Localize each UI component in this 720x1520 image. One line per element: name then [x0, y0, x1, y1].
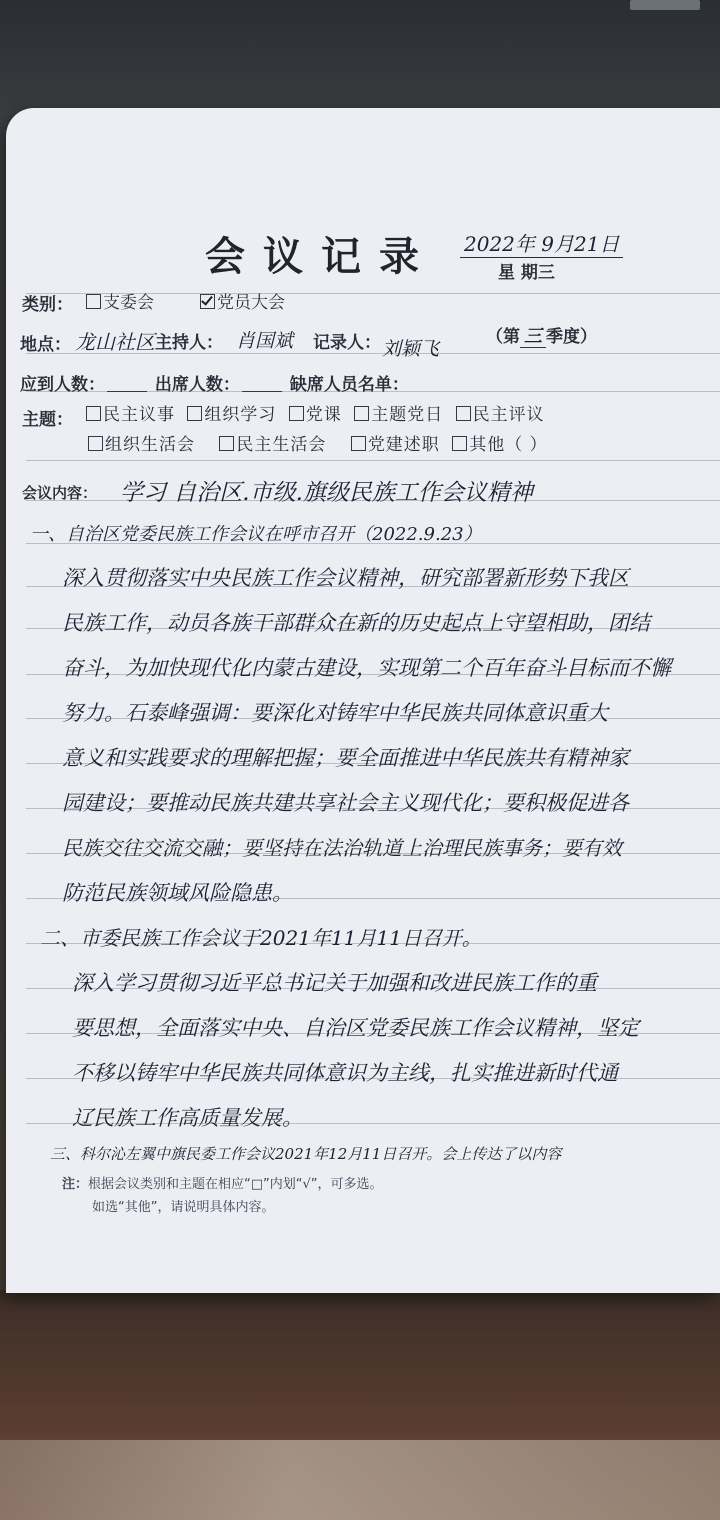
page-title: 会议记录: [205, 233, 437, 280]
weekday-value: 三: [537, 263, 555, 283]
topic-option[interactable]: 党建述职: [351, 435, 440, 455]
checkbox[interactable]: [187, 406, 202, 421]
content-line-12: 要思想，全面落实中央、自治区党委民族工作会议精神，坚定: [72, 1016, 639, 1040]
recorder-value: 刘颖飞: [382, 338, 440, 360]
footnote-text-1: 根据会议类别和主题在相应“□”内划“√”，可多选。: [88, 1177, 383, 1192]
category-option-branch[interactable]: [86, 288, 154, 313]
content-line-2: 深入贯彻落实中央民族工作会议精神，研究部署新形势下我区: [62, 566, 629, 590]
content-line-10: 二、市委民族工作会议于2021年11月11日召开。: [40, 926, 482, 950]
cloth: [0, 1440, 720, 1520]
content-line-14: 辽民族工作高质量发展。: [72, 1106, 303, 1130]
topic-option[interactable]: 民主议事: [86, 405, 175, 425]
present-label: 出席人数：: [154, 375, 240, 395]
topic-option[interactable]: 党课: [289, 405, 342, 425]
present-blank[interactable]: [242, 377, 282, 392]
host-label: 主持人：: [155, 333, 223, 353]
checkbox[interactable]: [86, 294, 101, 309]
content-line-5: 努力。石泰峰强调：要深化对铸牢中华民族共同体意识重大: [62, 701, 608, 725]
content-line-1: 一、自治区党委民族工作会议在呼市召开（2022.9.23）: [30, 524, 482, 545]
topic-options-row1: [86, 400, 545, 425]
content-line-8: 民族交往交流交融；要坚持在法治轨道上治理民族事务；要有效: [62, 836, 622, 860]
topic-option[interactable]: 民主评议: [456, 405, 545, 425]
quarter-prefix: （第: [486, 327, 520, 347]
topic-option[interactable]: 民主生活会: [219, 435, 326, 455]
quarter-suffix: 季度）: [546, 327, 597, 347]
topic-option[interactable]: 其他（ ）: [452, 435, 547, 455]
quarter-value: 三: [520, 326, 546, 348]
content-line-6: 意义和实践要求的理解把握；要全面推进中华民族共有精神家: [62, 746, 629, 770]
checkbox[interactable]: [354, 406, 369, 421]
option-label: 支委会: [103, 293, 154, 313]
footnote-line-1: [62, 1173, 383, 1192]
topic-label: 主题：: [22, 410, 73, 430]
weekday-label: 星 期: [498, 263, 538, 283]
footnote-line-2: 如选“其他”，请说明具体内容。: [92, 1200, 275, 1215]
checkbox[interactable]: [289, 406, 304, 421]
option-label: 党员大会: [217, 293, 285, 313]
ruled-line: [26, 460, 720, 461]
checkbox[interactable]: [219, 436, 234, 451]
background-top: [0, 0, 720, 110]
location-label: 地点：: [20, 335, 71, 355]
host-value: 肖国斌: [236, 330, 294, 352]
checkbox[interactable]: [351, 436, 366, 451]
category-label: 类别：: [22, 295, 73, 315]
content-line-4: 奋斗，为加快现代化内蒙古建设，实现第二个百年奋斗目标而不懈: [62, 656, 671, 680]
content-line-9: 防范民族领域风险隐患。: [62, 881, 293, 905]
content-line-13: 不移以铸牢中华民族共同体意识为主线，扎实推进新时代通: [72, 1061, 618, 1085]
expected-label: 应到人数：: [20, 375, 105, 395]
content-line-7: 园建设；要推动民族共建共享社会主义现代化；要积极促进各: [62, 791, 629, 815]
topic-option[interactable]: 组织生活会: [88, 435, 195, 455]
quarter: [486, 322, 597, 348]
topic-option[interactable]: 主题党日: [354, 405, 443, 425]
content-line-3: 民族工作，动员各族干部群众在新的历史起点上守望相助，团结: [62, 611, 650, 635]
weekday: [498, 258, 555, 283]
absent-label: 缺席人员名单：: [289, 375, 409, 395]
checkbox[interactable]: [456, 406, 471, 421]
topic-options-row2: [88, 430, 548, 455]
category-option-party-meeting[interactable]: [200, 288, 285, 313]
checkbox[interactable]: [452, 436, 467, 451]
content-heading: 学习 自治区.市级.旗级民族工作会议精神: [120, 480, 533, 506]
background-glint: [630, 0, 700, 10]
checkbox-checked[interactable]: [200, 294, 215, 309]
checkbox[interactable]: [88, 436, 103, 451]
attendance-row: [20, 370, 409, 395]
content-line-15: 三、科尔沁左翼中旗民委工作会议2021年12月11日召开。会上传达了以内容: [50, 1145, 562, 1163]
location-value: 龙山社区: [75, 330, 155, 354]
topic-option[interactable]: 组织学习: [187, 405, 276, 425]
content-line-11: 深入学习贯彻习近平总书记关于加强和改进民族工作的重: [72, 971, 597, 995]
expected-blank[interactable]: [107, 377, 147, 392]
footnote-label: 注：: [62, 1177, 89, 1192]
date-handwritten: 2022年 9月21日: [460, 228, 623, 258]
content-label: 会议内容：: [22, 484, 98, 502]
recorder-label: 记录人：: [313, 333, 381, 353]
checkbox[interactable]: [86, 406, 101, 421]
